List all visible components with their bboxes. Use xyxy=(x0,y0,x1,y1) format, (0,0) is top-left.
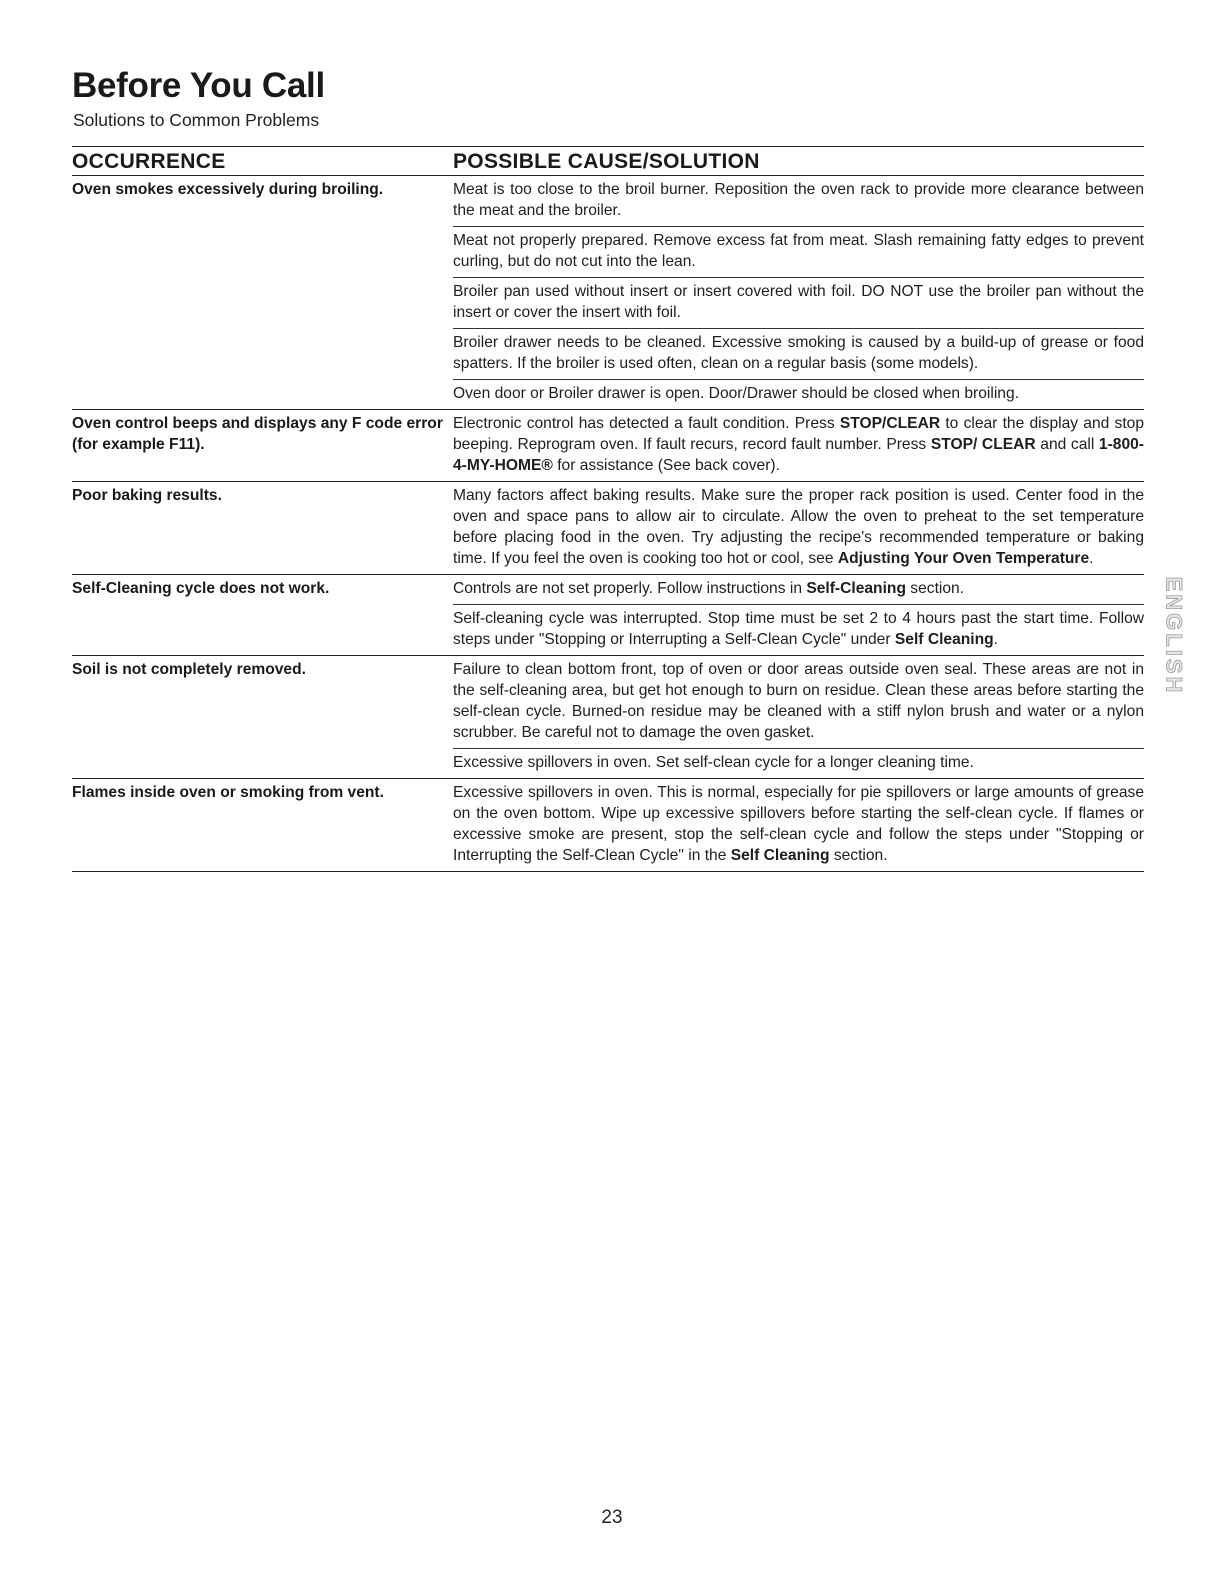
solution-text: Meat not properly prepared. Remove excess fat from meat. Slash remaining fatty edges to prevent curling, but do not cut into the lean. xyxy=(453,232,1144,270)
solution-text: Failure to clean bottom front, top of oven or door areas outside oven seal. These areas are not in the self-cleaning area, but get hot enough to burn on residue. Clean these areas before starting the self-clean cycle. Burned-on residue may be cleaned with a stiff nylon brush and water or a nylon scrubber. Be careful not to damage the oven gasket. xyxy=(453,661,1144,741)
occurrence-cell: Self-Cleaning cycle does not work. xyxy=(72,580,330,597)
solution-paragraph xyxy=(453,656,1144,748)
page-title: Before You Call xyxy=(72,66,325,105)
solution-text: section. xyxy=(829,847,888,864)
table-row xyxy=(72,482,1144,575)
solution-text: Oven door or Broiler drawer is open. Door/Drawer should be closed when broiling. xyxy=(453,385,1019,402)
solution-text: Many factors affect baking results. Make sure the proper rack position is used. Center food in the oven and space pans to allow air to circulate. Allow the oven to preheat to the set temperature before placing food in the oven. Try adjusting the recipe's recommended temperature or baking time. If you feel the oven is cooking too hot or cool, see xyxy=(453,487,1144,567)
solution-text: Excessive spillovers in oven. This is normal, especially for pie spillovers or large amounts of grease on the oven bottom. Wipe up excessive spillovers before starting the self-clean cycle. If flames or excessive smoke are present, stop the self-clean cycle and follow the steps under "Stopping or Interrupting the Self-Clean Cycle" in the xyxy=(453,784,1144,864)
solutions-cell xyxy=(453,482,1144,574)
solution-paragraph xyxy=(453,779,1144,871)
solutions-cell xyxy=(453,779,1144,871)
page-number: 23 xyxy=(601,1507,623,1528)
table-row xyxy=(72,779,1144,872)
solution-text: for assistance (See back cover). xyxy=(552,457,780,474)
language-label: ENGLISH xyxy=(1161,576,1187,696)
occurrence-cell: Poor baking results. xyxy=(72,487,222,504)
solution-paragraph xyxy=(453,176,1144,226)
solutions-cell xyxy=(453,656,1144,778)
solution-text: . xyxy=(1089,550,1094,567)
solution-emphasis: Self Cleaning xyxy=(730,847,830,864)
solution-emphasis: Self Cleaning xyxy=(894,631,994,648)
occurrence-cell: Soil is not completely removed. xyxy=(72,661,306,678)
solutions-cell xyxy=(453,176,1144,409)
table-body xyxy=(72,176,1144,872)
solution-paragraph xyxy=(453,410,1144,481)
occurrence-cell: Oven smokes excessively during broiling. xyxy=(72,181,384,198)
table-row xyxy=(72,410,1144,482)
solution-text: Electronic control has detected a fault condition. Press xyxy=(453,415,840,432)
solution-text: Meat is too close to the broil burner. Reposition the oven rack to provide more clearance between the meat and the broiler. xyxy=(453,181,1144,219)
solution-emphasis: STOP/ CLEAR xyxy=(930,436,1036,453)
solutions-cell xyxy=(453,575,1144,655)
solution-text: to clear the display and stop beeping. Reprogram oven. If fault recurs, record fault number. Press xyxy=(453,415,1145,453)
solution-emphasis: 1-800-4-MY-HOME® xyxy=(453,436,1144,474)
solution-emphasis: STOP/CLEAR xyxy=(839,415,941,432)
solution-text: . xyxy=(993,631,999,648)
table-row xyxy=(72,575,1144,656)
column-header-occurrence: OCCURRENCE xyxy=(72,150,226,173)
page-subtitle: Solutions to Common Problems xyxy=(73,110,320,130)
solution-text: Controls are not set properly. Follow instructions in xyxy=(453,580,807,597)
solution-text: Broiler drawer needs to be cleaned. Excessive smoking is caused by a build-up of grease or food spatters. If the broiler is used often, clean on a regular basis (some models). xyxy=(453,334,1144,372)
solution-paragraph xyxy=(453,604,1144,655)
solution-paragraph xyxy=(453,277,1144,328)
column-header-solution: POSSIBLE CAUSE/SOLUTION xyxy=(453,150,760,173)
occurrence-cell: Flames inside oven or smoking from vent. xyxy=(72,784,384,801)
solution-text: Self-cleaning cycle was interrupted. Stop time must be set 2 to 4 hours past the start time. Follow steps under "Stopping or Interrupting a Self-Clean Cycle" under xyxy=(453,610,1144,648)
solution-paragraph xyxy=(453,482,1144,574)
solution-text: and call xyxy=(1035,436,1099,453)
solutions-cell xyxy=(453,410,1144,481)
solution-emphasis: Self-Cleaning xyxy=(806,580,906,597)
solution-text: Broiler pan used without insert or insert covered with foil. DO NOT use the broiler pan without the insert or cover the insert with foil. xyxy=(453,283,1144,321)
language-side-tab xyxy=(1158,566,1188,706)
table-header xyxy=(72,146,1144,176)
table-row xyxy=(72,656,1144,779)
solution-text: Excessive spillovers in oven. Set self-clean cycle for a longer cleaning time. xyxy=(453,754,974,771)
solution-paragraph xyxy=(453,379,1144,409)
solution-emphasis: Adjusting Your Oven Temperature xyxy=(837,550,1090,567)
occurrence-cell: Oven control beeps and displays any F code error (for example F11). xyxy=(72,415,443,453)
troubleshooting-table xyxy=(72,146,1144,872)
table-row xyxy=(72,176,1144,410)
solution-text: section. xyxy=(905,580,965,597)
solution-paragraph xyxy=(453,226,1144,277)
solution-paragraph xyxy=(453,575,1144,604)
solution-paragraph xyxy=(453,748,1144,778)
solution-paragraph xyxy=(453,328,1144,379)
